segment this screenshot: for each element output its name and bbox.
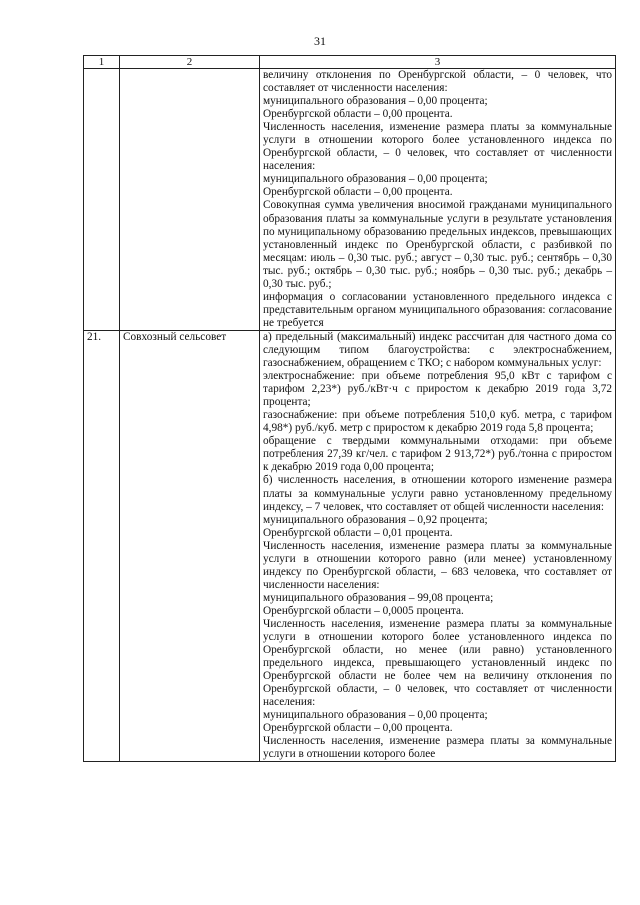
- paragraph: Численность населения, изменение размера платы за коммунальные услуги в отношении которого более: [263, 735, 612, 761]
- column-header-2: 2: [120, 56, 260, 69]
- paragraph: газоснабжение: при объеме потребления 510,0 куб. метра, с тарифом 4,98*) руб./куб. метр с приростом к декабрю 2019 года 5,8 процента;: [263, 409, 612, 435]
- paragraph: а) предельный (максимальный) индекс рассчитан для частного дома со следующим типом благоустройства: с электроснабжением, газоснабжением, обращением с ТКО; с набором коммунальных услуг:: [263, 330, 612, 370]
- paragraph: Оренбургской области – 0,00 процента.: [263, 108, 453, 121]
- paragraph: Оренбургской области – 0,00 процента.: [263, 722, 453, 735]
- tariff-table: [83, 55, 616, 762]
- paragraph: муниципального образования – 0,00 процента;: [263, 95, 488, 108]
- paragraph: муниципального образования – 0,00 процента;: [263, 709, 488, 722]
- paragraph: Оренбургской области – 0,0005 процента.: [263, 604, 464, 617]
- column-header-1: 1: [84, 56, 120, 69]
- row-number: 21.: [84, 330, 120, 762]
- paragraph: электроснабжение: при объеме потребления 95,0 кВт с тарифом с тарифом 2,23*) руб./кВт·ч с приростом к декабрю 2019 года 3,72 процента;: [263, 370, 612, 409]
- paragraph: муниципального образования – 0,00 процента;: [263, 173, 488, 186]
- paragraph: муниципального образования – 0,92 процента;: [263, 513, 488, 526]
- paragraph: Численность населения, изменение размера платы за коммунальные услуги в отношении которого более установленного индекса по Оренбургской области, – 0 человек, что составляет от численности населения:: [263, 121, 612, 173]
- column-header-3: 3: [260, 56, 616, 69]
- paragraph: Совокупная сумма увеличения вносимой гражданами муниципального образования платы за коммунальные услуги в результате установления по муниципальному образованию предельных индексов, превышающих установленный индекс по Оренбургской области, с разбивкой по месяцам: июль – 0,30 тыс. руб.; август – 0,30 тыс. руб.; сентябрь – 0,30 тыс. руб.; октябрь – 0,30 тыс. руб.; ноябрь – 0,30 тыс. руб.; декабрь – 0,30 тыс. руб.;: [263, 199, 612, 290]
- row-description: [260, 69, 616, 331]
- row-description: [260, 330, 616, 762]
- paragraph: Оренбургской области – 0,00 процента.: [263, 186, 453, 199]
- paragraph: Оренбургской области – 0,01 процента.: [263, 526, 453, 539]
- table-row: [84, 69, 616, 331]
- paragraph: информация о согласовании установленного предельного индекса с представительным органом муниципального образования: согласование не требуется: [263, 290, 612, 329]
- paragraph: Численность населения, изменение размера платы за коммунальные услуги в отношении которого равно (или менее) установленному индексу по Оренбургской области, – 683 человека, что составляет от численности населения:: [263, 539, 612, 591]
- table-header-row: [84, 56, 616, 69]
- table-row: [84, 330, 616, 762]
- paragraph: обращение с твердыми коммунальными отходами: при объеме потребления 27,39 кг/чел. с тарифом 2 913,72*) руб./тонна с приростом к декабрю 2019 года 0,00 процента;: [263, 435, 612, 474]
- paragraph: муниципального образования – 99,08 процента;: [263, 591, 494, 604]
- paragraph: б) численность населения, в отношении которого изменение размера платы за коммунальные услуги равно установленному предельному индексу, – 7 человек, что составляет от общей численности населения:: [263, 474, 612, 513]
- municipality-name: [120, 69, 260, 331]
- paragraph: величину отклонения по Оренбургской области, – 0 человек, что составляет от численности населения:: [263, 69, 612, 95]
- municipality-name: Совхозный сельсовет: [120, 330, 260, 762]
- row-number: [84, 69, 120, 331]
- page-number: 31: [314, 34, 326, 48]
- paragraph: Численность населения, изменение размера платы за коммунальные услуги в отношении которого более установленного индекса по Оренбургской области, но менее (или равно) установленного предельного индекса, превышающего установленный индекс по Оренбургской области не более чем на величину отклонения по Оренбургской области, – 0 человек, что составляет от численности населения:: [263, 617, 612, 709]
